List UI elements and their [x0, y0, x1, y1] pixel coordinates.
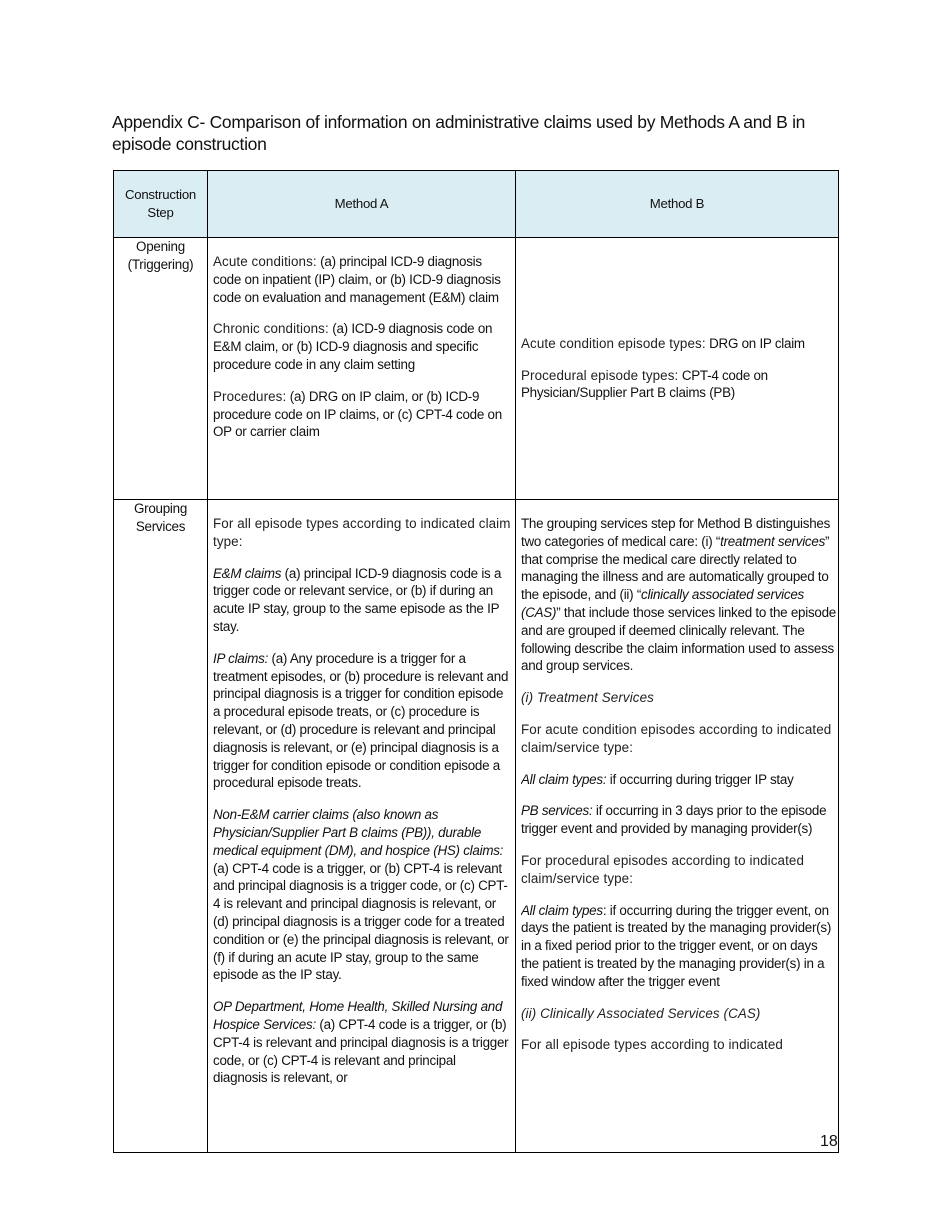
- method-a-acute-conditions: Acute conditions: (a) principal ICD-9 diagnosis code on inpatient (IP) claim, or (b) ICD-9 diagnosis code on evaluation and management (E&M) claim: [213, 254, 501, 305]
- table-row-grouping: [114, 500, 839, 1153]
- method-a-grouping: [208, 500, 516, 1153]
- method-b-acute-episode-types: Acute condition episode types: DRG on IP claim: [521, 335, 805, 351]
- method-b-all-claim-types: All claim types: if occurring during trigger IP stay: [521, 771, 794, 787]
- method-b-opening: [516, 238, 839, 500]
- table-header-row: [114, 171, 839, 238]
- method-b-grouping-intro: The grouping services step for Method B distinguishes two categories of medical care: (i) “treatment services” that comprise the medical care directly related to managing the illness and are automatically grouped to the episode, and (ii) “clinically associated services (CAS)” that include those services linked to the episode and are grouped if deemed clinically relevant. The following describe the claim information used to assess and group services.: [521, 516, 836, 674]
- comparison-table: [113, 170, 839, 1153]
- method-a-chronic-conditions: Chronic conditions: (a) ICD-9 diagnosis code on E&M claim, or (b) ICD-9 diagnosis and specific procedure code in any claim setting: [213, 321, 493, 372]
- header-method-b: Method B: [516, 171, 839, 238]
- method-b-cas-intro: For all episode types according to indicated: [521, 1037, 783, 1053]
- method-b-treatment-services-heading: (i) Treatment Services: [521, 690, 654, 706]
- method-a-op-department: OP Department, Home Health, Skilled Nursing and Hospice Services: (a) CPT-4 code is a trigger, or (b) CPT-4 is relevant and principal diagnosis is a trigger code, or (c) CPT-4 is relevant and principal diagnosis is relevant, or: [213, 999, 509, 1086]
- table-row-opening: [114, 238, 839, 500]
- header-construction-step: Construction Step: [114, 171, 208, 238]
- method-a-non-em-carrier-claims: Non-E&M carrier claims (also known as Physician/Supplier Part B claims (PB)), durable medical equipment (DM), and hospice (HS) claims: (a) CPT-4 code is a trigger, or (b) CPT-4 is relevant and principal diagnosis is a trigger code, or (c) CPT-4 is relevant and principal diagnosis is relevant, or (d) principal diagnosis is a trigger code for a treated condition or (e) the principal diagnosis is relevant, or (f) if during an acute IP stay, group to the same episode as the IP stay.: [213, 807, 509, 983]
- method-a-procedures: Procedures: (a) DRG on IP claim, or (b) ICD-9 procedure code on IP claims, or (c) CPT-4 code on OP or carrier claim: [213, 388, 502, 440]
- method-a-em-claims: E&M claims (a) principal ICD-9 diagnosis code is a trigger code or relevant service, or (b) if during an acute IP stay, group to the same episode as the IP stay.: [213, 565, 502, 634]
- method-b-procedural-episode-types: Procedural episode types: CPT-4 code on Physician/Supplier Part B claims (PB): [521, 367, 768, 401]
- method-b-pb-services: PB services: if occurring in 3 days prior to the episode trigger event and provided by managing provider(s): [521, 803, 827, 837]
- method-b-all-claim-types-procedural: All claim types: if occurring during the trigger event, on days the patient is treated by the managing provider(s) in a fixed period prior to the trigger event, or on days the patient is treated by the managing provider(s) in a fixed window after the trigger event: [521, 902, 832, 989]
- method-b-cas-heading: (ii) Clinically Associated Services (CAS): [521, 1005, 761, 1021]
- header-method-a: Method A: [208, 171, 516, 238]
- method-a-grouping-intro: For all episode types according to indicated claim type:: [213, 516, 511, 549]
- method-b-procedural-intro: For procedural episodes according to indicated claim/service type:: [521, 852, 804, 886]
- method-a-opening: [208, 238, 516, 500]
- page-title: Appendix C- Comparison of information on administrative claims used by Methods A and B in episode construction: [112, 112, 806, 154]
- method-b-acute-intro: For acute condition episodes according to indicated claim/service type:: [521, 721, 832, 755]
- method-b-grouping: [516, 500, 839, 1153]
- step-opening: Opening (Triggering): [114, 238, 208, 500]
- step-grouping: Grouping Services: [114, 500, 208, 1153]
- page-number: 18: [820, 1133, 838, 1150]
- method-a-ip-claims: IP claims: (a) Any procedure is a trigger for a treatment episodes, or (b) procedure is relevant and principal diagnosis is a trigger for condition episode a procedural episode treats, or (c) procedure is relevant, or (d) procedure is relevant and principal diagnosis is relevant, or (e) principal diagnosis is a trigger for condition episode or condition episode a procedural episode treats.: [213, 650, 509, 791]
